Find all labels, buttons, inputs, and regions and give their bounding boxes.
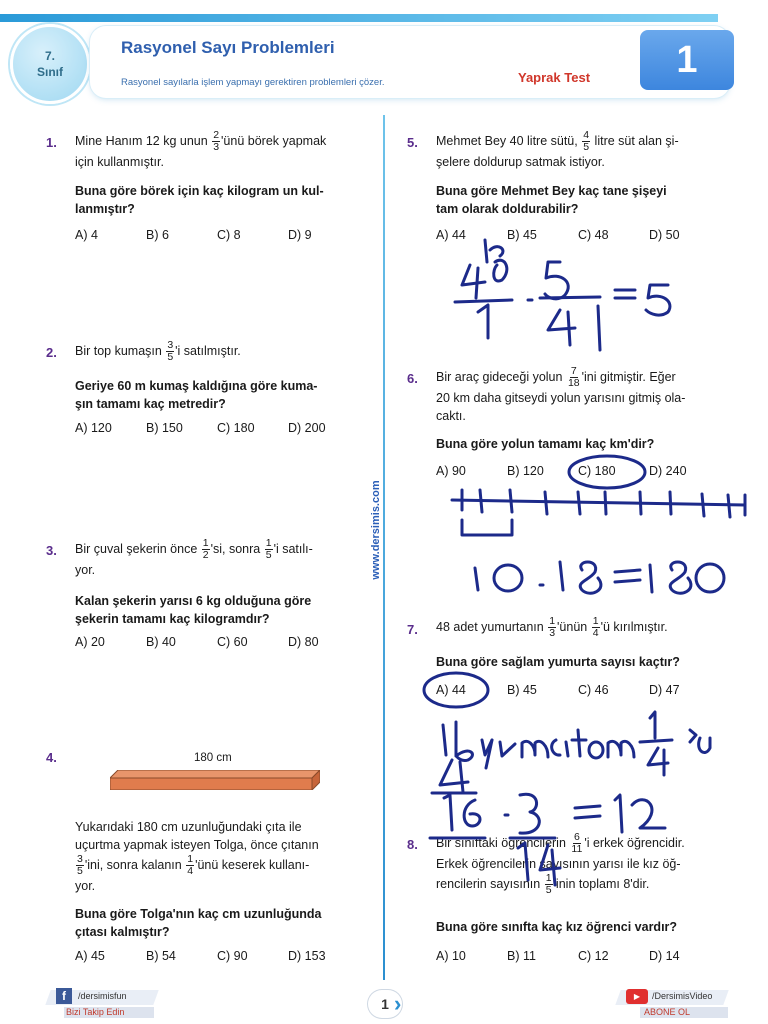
question-2 [75,340,365,363]
q7-fraction-1 [548,616,556,639]
q2-choice-d[interactable]: D) 200 [288,421,326,435]
bar-length-label: 180 cm [194,752,232,764]
q6-text-d: caktı. [436,409,466,423]
page-subtitle: Rasyonel sayılarla işlem yapmayı gerektiren problemleri çözer. [121,77,385,88]
question-number-1: 1. [46,135,57,150]
q8-text-e: 'inin toplamı 8'dir. [553,876,650,891]
q7-prompt-1: Buna göre sağlam yumurta sayısı kaçtır? [436,655,680,669]
q3-choice-d[interactable]: D) 80 [288,635,319,649]
q3-frac1-num: 1 [202,537,209,549]
q7-text-a: 48 adet yumurtanın [436,619,544,634]
question-8 [436,832,726,896]
question-1-prompt [75,182,365,218]
q6-choice-a[interactable]: A) 90 [436,464,466,478]
question-6-prompt [436,435,726,453]
question-7-prompt [436,653,726,671]
q1-text-c: için kullanmıştır. [75,155,164,169]
q5-choice-b[interactable]: B) 45 [507,228,537,242]
q1-prompt-2: lanmıştır? [75,202,135,216]
facebook-icon: f [56,988,72,1004]
q2-frac-den: 5 [167,351,174,363]
question-number-5: 5. [407,135,418,150]
q4-prompt-2: çıtası kalmıştır? [75,925,170,939]
q4-line-2: uçurtma yapmak isteyen Tolga, önce çıtanın [75,838,319,852]
q5-handwriting [455,240,670,350]
q2-text-b: 'i satılmıştır. [175,343,241,358]
q3-text-d: yor. [75,563,96,577]
q7-text-b: 'ünün [557,619,588,634]
q1-choice-d[interactable]: D) 9 [288,228,312,242]
q8-line1 [436,832,726,855]
q5-frac-num: 4 [583,129,590,141]
question-1-choices [75,228,359,242]
q6-handwriting [475,562,724,593]
q2-choice-c[interactable]: C) 180 [217,421,255,435]
q2-prompt-1: Geriye 60 m kumaş kaldığına göre kuma- [75,379,318,393]
youtube-icon: ▶ [626,989,648,1004]
question-6-choices [436,464,720,478]
q3-frac2-num: 1 [265,537,272,549]
q6-choice-c[interactable]: C) 180 [578,464,616,478]
q1-choice-c[interactable]: C) 8 [217,228,241,242]
facebook-cta: Bizi Takip Edin [66,1007,125,1017]
grade-label: Sınıf [37,65,63,79]
question-7 [436,616,726,639]
q4-choice-c[interactable]: C) 90 [217,949,248,963]
q4-line-4: yor. [75,879,96,893]
q3-choice-a[interactable]: A) 20 [75,635,105,649]
q2-choice-a[interactable]: A) 120 [75,421,112,435]
q1-fraction [212,130,220,153]
question-3 [75,538,365,579]
page-number: 1 [368,990,402,1018]
q4-choice-d[interactable]: D) 153 [288,949,326,963]
q8-text-c: Erkek öğrencilerin sayısının yarısı ile kız öğ- [436,857,681,871]
q1-frac-den: 3 [213,141,220,153]
question-7-choices [436,683,720,697]
q7-choice-c[interactable]: C) 46 [578,683,609,697]
question-6 [436,366,726,425]
q1-text-b: 'ünü börek yapmak [221,133,327,148]
q3-text-b: 'si, sonra [210,541,261,556]
q4-frac1-den: 5 [77,865,83,877]
q8-frac2-num: 1 [545,872,552,884]
question-2-choices [75,421,359,435]
q3-prompt-1: Kalan şekerin yarısı 6 kg olduğuna göre [75,594,312,608]
q7-frac2-num: 1 [592,615,599,627]
q6-choice-d[interactable]: D) 240 [649,464,687,478]
q3-line1 [75,538,365,561]
q7-choice-b[interactable]: B) 45 [507,683,537,697]
q6-line1 [436,366,726,389]
q8-prompt-1: Buna göre sınıfta kaç kız öğrenci vardır? [436,920,678,934]
q5-choice-d[interactable]: D) 50 [649,228,680,242]
q8-choice-d[interactable]: D) 14 [649,949,680,963]
q7-frac2-den: 4 [592,627,599,639]
q1-choice-b[interactable]: B) 6 [146,228,169,242]
q3-text-c: 'i satılı- [273,541,313,556]
question-5-choices [436,228,720,242]
q5-text-a: Mehmet Bey 40 litre sütü, [436,133,578,148]
test-number-badge: 1 [640,30,734,90]
question-number-6: 6. [407,371,418,386]
question-4-prompt [75,905,365,941]
q2-prompt-2: şın tamamı kaç metredir? [75,397,226,411]
q6-number-line [452,490,745,535]
test-label: Yaprak Test [518,70,591,85]
question-1-line1 [75,130,365,153]
q3-choice-b[interactable]: B) 40 [146,635,176,649]
q5-choice-c[interactable]: C) 48 [578,228,609,242]
q7-fraction-2 [592,616,600,639]
q4-line-3 [75,854,360,877]
q7-frac1-num: 1 [549,615,556,627]
q5-prompt-2: tam olarak doldurabilir? [436,202,579,216]
question-5 [436,130,726,171]
q8-choice-b[interactable]: B) 11 [507,949,536,963]
q8-frac1-num: 6 [573,831,580,843]
q1-text-a: Mine Hanım 12 kg unun [75,133,208,148]
youtube-cta: ABONE OL [644,1007,691,1017]
q2-text-a: Bir top kumaşın [75,343,162,358]
q8-choice-c[interactable]: C) 12 [578,949,609,963]
question-2-prompt [75,377,365,413]
question-8-prompt [436,918,726,936]
q6-prompt-1: Buna göre yolun tamamı kaç km'dir? [436,437,655,451]
q5-frac-den: 5 [583,141,590,153]
q5-text-c: şelere doldurup satmak istiyor. [436,155,605,169]
question-number-2: 2. [46,345,57,360]
question-5-prompt [436,182,726,218]
question-number-3: 3. [46,543,57,558]
question-4-choices [75,949,359,963]
q4-fraction-1 [76,854,84,877]
chevron-right-icon: › [394,991,402,1016]
q5-line1 [436,130,726,153]
q1-prompt-1: Buna göre börek için kaç kilogram un kul- [75,184,324,198]
q1-frac-num: 2 [213,129,220,141]
column-divider [383,115,385,980]
q2-fraction [166,340,174,363]
youtube-footer[interactable] [618,990,730,1016]
q6-fraction [567,366,581,389]
website-watermark[interactable]: www.dersimis.com [370,480,382,580]
q3-text-a: Bir çuval şekerin önce [75,541,198,556]
q4-choice-b[interactable]: B) 54 [146,949,176,963]
q4-line-1: Yukarıdaki 180 cm uzunluğundaki çıta ile [75,820,302,834]
q8-choice-a[interactable]: A) 10 [436,949,466,963]
q6-frac-den: 18 [567,377,580,389]
question-number-4: 4. [46,750,57,765]
q8-text-b: 'i erkek öğrencidir. [584,835,685,850]
top-band [0,14,718,22]
q8-frac1-den: 11 [571,843,583,855]
q8-frac2-den: 5 [545,884,552,896]
facebook-footer[interactable] [48,990,160,1016]
q2-choice-b[interactable]: B) 150 [146,421,183,435]
q4-frac1-num: 3 [77,853,83,865]
wooden-stick-figure [110,770,320,790]
q5-prompt-1: Buna göre Mehmet Bey kaç tane şişeyi [436,184,667,198]
q5-choice-a[interactable]: A) 44 [436,228,466,242]
q7-text-c: 'ü kırılmıştır. [600,619,668,634]
q7-frac1-den: 3 [549,627,556,639]
q4-text-b: 'ünü keserek kullanı- [195,857,310,872]
question-number-7: 7. [407,622,418,637]
question-3-choices [75,635,359,649]
youtube-handle: /DersimisVideo [652,991,713,1001]
question-1 [75,130,365,171]
q5-text-b: litre süt alan şi- [594,133,679,148]
q6-choice-b[interactable]: B) 120 [507,464,544,478]
q4-fraction-2 [186,854,194,877]
q8-text-a: Bir sınıftaki öğrencilerin [436,835,566,850]
q3-prompt-2: şekerin tamamı kaç kilogramdır? [75,612,270,626]
q6-frac-num: 7 [570,365,577,377]
q4-choice-a[interactable]: A) 45 [75,949,105,963]
question-8-choices [436,949,720,963]
q6-text-a: Bir araç gideceği yolun [436,369,563,384]
facebook-handle: /dersimisfun [78,991,127,1001]
q2-frac-num: 3 [167,339,174,351]
q3-frac2-den: 5 [265,549,272,561]
q3-fraction-2 [265,538,273,561]
q7-choice-d[interactable]: D) 47 [649,683,680,697]
q8-fraction-1 [570,832,583,855]
q6-text-b: 'ini gitmiştir. Eğer [581,369,676,384]
question-4 [75,818,360,895]
q4-frac2-num: 1 [187,853,194,865]
q8-line3 [436,873,726,896]
page-title: Rasyonel Sayı Problemleri [121,38,335,57]
q6-text-c: 20 km daha gitseydi yolun yarısını gitmiş ola- [436,391,686,405]
q3-fraction-1 [202,538,210,561]
question-number-8: 8. [407,837,418,852]
q4-prompt-1: Buna göre Tolga'nın kaç cm uzunluğunda [75,907,322,921]
q8-fraction-2 [545,873,553,896]
grade-badge [10,24,90,104]
q3-frac1-den: 2 [202,549,209,561]
q5-fraction [582,130,590,153]
q4-text-a: 'ini, sonra kalanın [84,857,182,872]
q7-handwriting [440,712,710,792]
question-3-prompt [75,592,365,628]
q3-choice-c[interactable]: C) 60 [217,635,248,649]
grade-number: 7. [44,49,55,63]
q7-choice-a[interactable]: A) 44 [436,683,466,697]
q8-text-d: rencilerin sayısının [436,876,541,891]
q1-choice-a[interactable]: A) 4 [75,228,98,242]
q4-frac2-den: 4 [187,865,194,877]
